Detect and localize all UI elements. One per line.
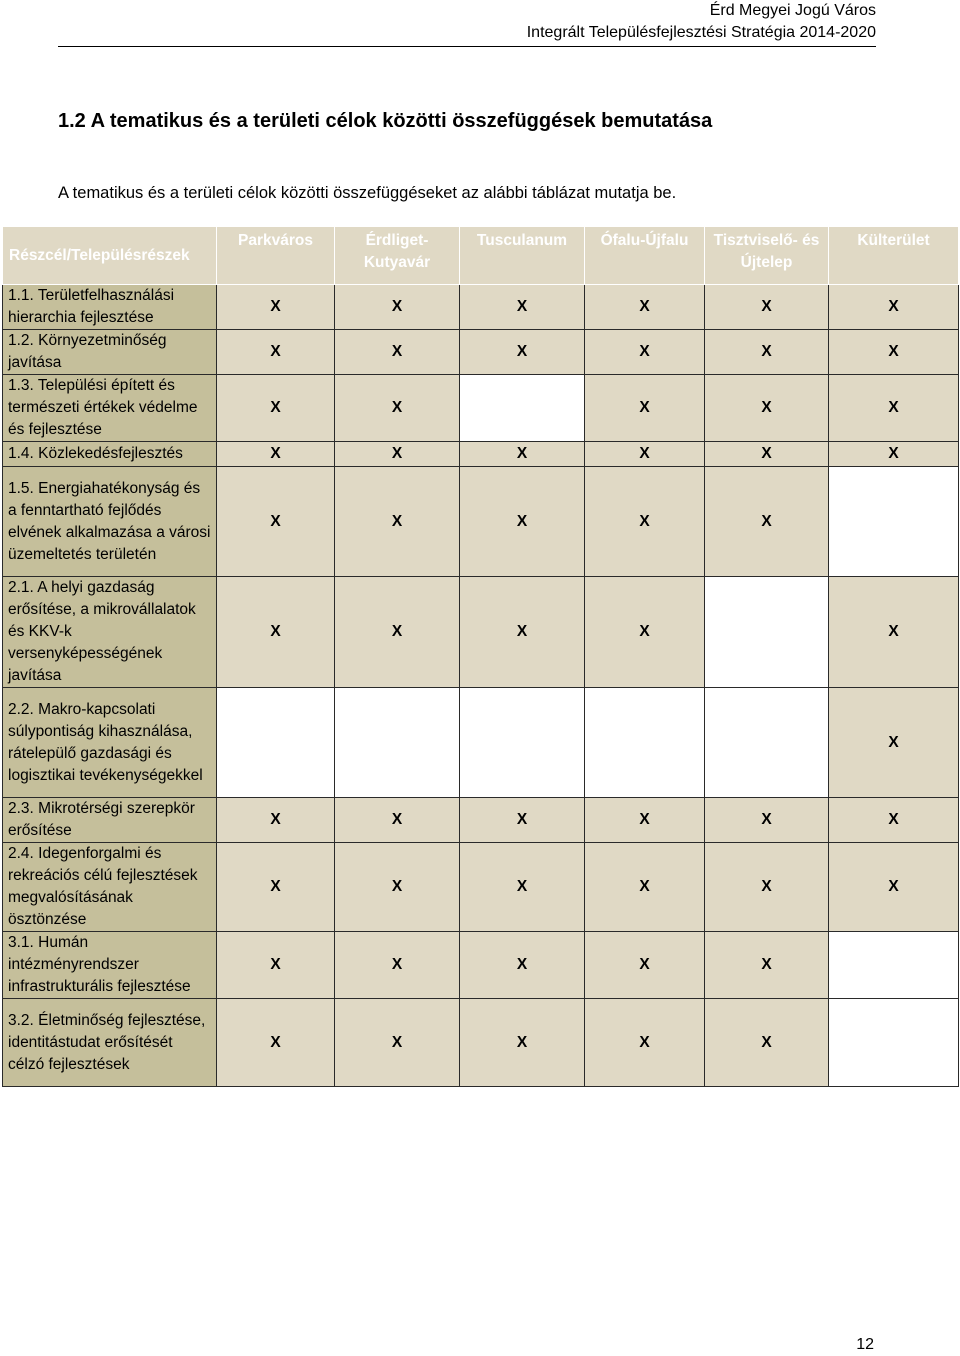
table-row <box>3 999 959 1087</box>
matrix-cell: X <box>705 843 829 932</box>
table-row <box>3 843 959 932</box>
matrix-cell: X <box>217 843 335 932</box>
matrix-cell: X <box>460 577 585 688</box>
matrix-cell: X <box>460 467 585 577</box>
matrix-cell: X <box>585 467 705 577</box>
matrix-cell: X <box>585 932 705 999</box>
matrix-cell: X <box>217 285 335 330</box>
matrix-cell: X <box>705 330 829 375</box>
column-header: Tusculanum <box>460 227 585 285</box>
matrix-cell: X <box>705 375 829 442</box>
matrix-cell: X <box>217 330 335 375</box>
matrix-cell: X <box>217 798 335 843</box>
table-row <box>3 688 959 798</box>
matrix-cell: X <box>460 285 585 330</box>
row-label: 1.2. Környezetminőség javítása <box>3 330 217 375</box>
matrix-cell: X <box>217 442 335 467</box>
matrix-cell: X <box>335 798 460 843</box>
matrix-cell: X <box>829 798 959 843</box>
matrix-cell: X <box>705 999 829 1087</box>
matrix-cell: X <box>217 999 335 1087</box>
matrix-cell: X <box>585 577 705 688</box>
header-document-title: Integrált Településfejlesztési Stratégia 2014-2020 <box>526 24 876 41</box>
matrix-cell: X <box>829 330 959 375</box>
matrix-cell: X <box>585 798 705 843</box>
matrix-cell: X <box>585 285 705 330</box>
matrix-cell: X <box>705 798 829 843</box>
matrix-cell: X <box>829 688 959 798</box>
matrix-cell: X <box>829 375 959 442</box>
matrix-cell: X <box>335 330 460 375</box>
column-header: Parkváros <box>217 227 335 285</box>
row-label: 1.4. Közlekedésfejlesztés <box>3 442 217 467</box>
matrix-cell: X <box>335 577 460 688</box>
page-number: 12 <box>856 1336 874 1353</box>
row-label: 1.1. Területfelhasználási hierarchia fejlesztése <box>3 285 217 330</box>
matrix-cell <box>585 688 705 798</box>
column-header: Külterület <box>829 227 959 285</box>
table-row <box>3 442 959 467</box>
matrix-cell <box>217 688 335 798</box>
table-row <box>3 932 959 999</box>
matrix-cell: X <box>585 843 705 932</box>
table-row <box>3 577 959 688</box>
matrix-cell: X <box>217 467 335 577</box>
row-label: 3.1. Humán intézményrendszer infrastrukturális fejlesztése <box>3 932 217 999</box>
matrix-cell <box>335 688 460 798</box>
matrix-cell <box>705 688 829 798</box>
matrix-cell: X <box>335 285 460 330</box>
row-label: 2.4. Idegenforgalmi és rekreációs célú fejlesztések megvalósításának ösztönzése <box>3 843 217 932</box>
matrix-cell: X <box>705 467 829 577</box>
matrix-cell: X <box>335 467 460 577</box>
table-row <box>3 798 959 843</box>
matrix-cell: X <box>335 442 460 467</box>
matrix-cell: X <box>829 843 959 932</box>
matrix-cell: X <box>460 798 585 843</box>
matrix-cell: X <box>585 375 705 442</box>
matrix-cell <box>460 688 585 798</box>
matrix-cell: X <box>585 999 705 1087</box>
matrix-cell: X <box>705 285 829 330</box>
table-row <box>3 330 959 375</box>
matrix-cell <box>705 577 829 688</box>
corner-header: Részcél/Településrészek <box>3 227 217 285</box>
matrix-cell: X <box>217 375 335 442</box>
matrix-cell <box>829 467 959 577</box>
page-header <box>527 0 876 44</box>
matrix-cell: X <box>335 999 460 1087</box>
matrix-cell: X <box>217 932 335 999</box>
matrix-cell <box>460 375 585 442</box>
matrix-cell: X <box>829 285 959 330</box>
section-title: 1.2 A tematikus és a területi célok közötti összefüggések bemutatása <box>58 110 713 132</box>
matrix-cell: X <box>335 375 460 442</box>
row-label: 1.3. Települési épített és természeti értékek védelme és fejlesztése <box>3 375 217 442</box>
matrix-cell: X <box>460 843 585 932</box>
header-divider <box>58 46 876 47</box>
matrix-cell: X <box>705 442 829 467</box>
row-label: 2.2. Makro-kapcsolati súlypontiság kihasználása, rátelepülő gazdasági és logisztikai tevékenységekkel <box>3 688 217 798</box>
row-label: 2.1. A helyi gazdaság erősítése, a mikrovállalatok és KKV-k versenyképességének javítása <box>3 577 217 688</box>
column-header: Tisztviselő- és Újtelep <box>705 227 829 285</box>
matrix-cell: X <box>460 330 585 375</box>
matrix-cell: X <box>585 330 705 375</box>
column-header: Érdliget-Kutyavár <box>335 227 460 285</box>
row-label: 2.3. Mikrotérségi szerepkör erősítése <box>3 798 217 843</box>
matrix-cell <box>829 932 959 999</box>
matrix-cell <box>829 999 959 1087</box>
matrix-cell: X <box>217 577 335 688</box>
column-header: Ófalu-Újfalu <box>585 227 705 285</box>
table-row <box>3 285 959 330</box>
table-header-row <box>3 227 959 285</box>
matrix-cell: X <box>829 577 959 688</box>
matrix-cell: X <box>585 442 705 467</box>
matrix-cell: X <box>335 843 460 932</box>
matrix-cell: X <box>705 932 829 999</box>
row-label: 1.5. Energiahatékonyság és a fenntartható fejlődés elvének alkalmazása a városi üzemeltetés területén <box>3 467 217 577</box>
goals-matrix-table <box>2 226 959 1087</box>
table-row <box>3 375 959 442</box>
row-label: 3.2. Életminőség fejlesztése, identitástudat erősítését célzó fejlesztések <box>3 999 217 1087</box>
matrix-cell: X <box>335 932 460 999</box>
matrix-cell: X <box>829 442 959 467</box>
header-city: Érd Megyei Jogú Város <box>709 2 876 19</box>
intro-paragraph: A tematikus és a területi célok közötti összefüggéseket az alábbi táblázat mutatja be. <box>58 184 677 202</box>
matrix-cell: X <box>460 999 585 1087</box>
table-row <box>3 467 959 577</box>
matrix-cell: X <box>460 932 585 999</box>
matrix-cell: X <box>460 442 585 467</box>
